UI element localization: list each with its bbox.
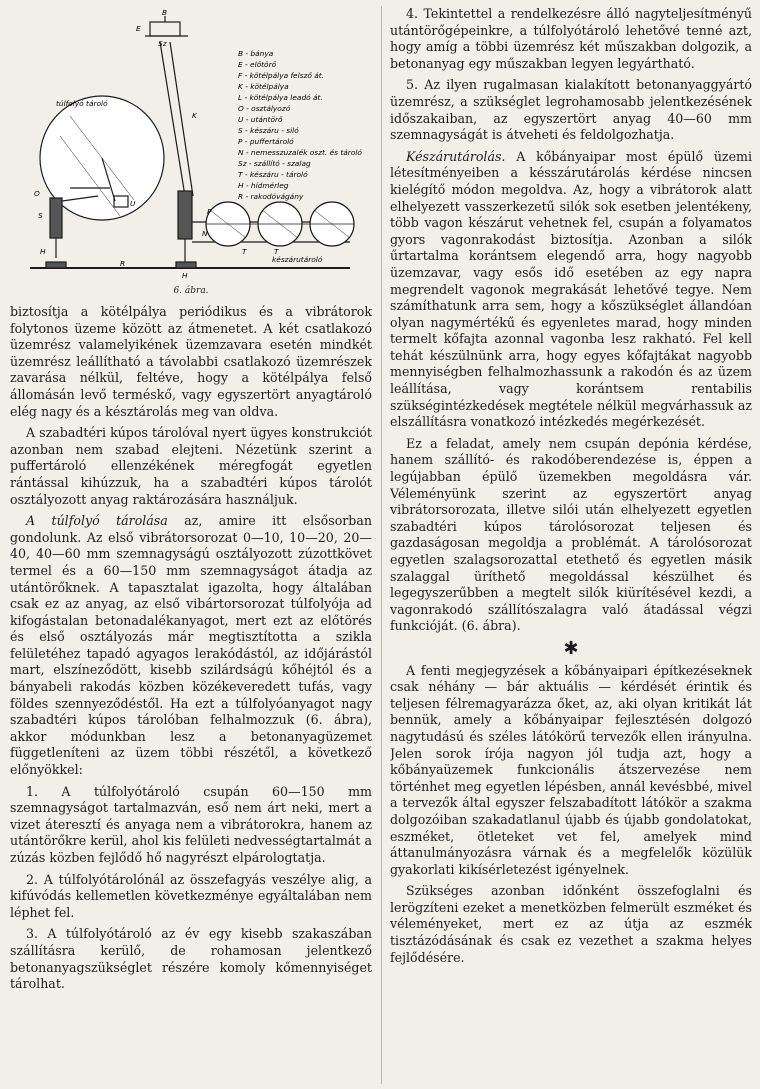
paragraph: Szükséges azonban időnként összefoglalni és lerögzíteni ezeket a menetközben felmerült eszméket és véleményeket, mert ez az útja az eszmék tisztázódásának és csak ez vezethet a szakma helyes fejlődésére. [390, 883, 752, 965]
label-N: N [202, 229, 208, 238]
silo-S-shape [50, 198, 62, 238]
paragraph [390, 149, 752, 431]
label-P: P [207, 207, 212, 216]
loading-station-L-shape [178, 191, 192, 239]
left-column [10, 304, 372, 1084]
legend-item: N - nemesszuzalék oszt. és tároló [238, 148, 362, 157]
legend-item: Sz - szállító - szalag [238, 159, 311, 168]
figure-caption: 6. ábra. [173, 286, 209, 296]
list-item: 4. Tekintettel a rendelkezésre álló nagyteljesítményű utántörőgépeinkre, a túlfolyótároló lehetővé tenné azt, hogy amíg a többi üzemrész két műszakban dolgozik, a betonanyag egy műszakban legyen legyártható. [390, 6, 752, 71]
legend-item: F - kötélpálya felsző át. [238, 71, 325, 80]
paragraph-heading: A túlfolyó tárolása [26, 513, 168, 529]
legend-item: L - kötélpálya leadó át. [238, 93, 323, 102]
legend-item: H - hídmérleg [238, 181, 289, 190]
label-keszaru: készárutároló [272, 255, 323, 264]
legend-item: K - kötélpálya [238, 82, 289, 91]
paragraph: biztosítja a kötélpálya periódikus és a vibrátorok folytonos üzeme között az átmenetet. A két csatlakozó üzemrész valamelyikének üzemzavara esetén mindkét üzemrész leállítható a távolabbi csatlakozó üzemrészek zavarása nélkül, feltéve, hogy a kötélpálya felső állomásán levő terméskő, vagy egyszertört anyagtároló elég nagy és a késztárolás meg van oldva. [10, 304, 372, 419]
label-S: S [38, 211, 43, 220]
label-E: E [136, 24, 141, 33]
label-H-mid: H [182, 271, 188, 280]
column-divider [381, 6, 382, 1084]
quarry-layout-diagram [10, 6, 372, 284]
paragraph: A fenti megjegyzések a kőbányaipari építkezéseknek csak néhány — bár aktuális — kérdését érintik és teljesen félremagyarázza őket, az, aki olyan kritikát lát bennük, amely a kőbányaipar fejlesztésén dolgozó nagytudású és széles látókörű tervezők ellen irányulna. Jelen sorok írója nagyon jól tudja azt, hogy a kőbányaüzemek funkcionális átszervezése nem történhet meg egyetlen lépésben, annál kevésbbé, mivel a tervezők által egyszer felszabadított látókör a szakma dolgozóiban szakadatlanul újabb és újabb gondolatokat, eszméket, ötleteket vet fel, amelyek mind áttanulmányozásra várnak és a megfelelők közülük gyakorlati kikísérletezést igényelnek. [390, 662, 752, 877]
section-separator-star: ✱ [563, 637, 579, 659]
paragraph-heading: Készárutárolás. [406, 148, 506, 164]
legend-item: O - osztályozó [238, 104, 291, 113]
crusher-E-shape [150, 22, 180, 36]
paragraph [10, 513, 372, 779]
legend-item: B - bánya [238, 49, 274, 58]
label-T1: T [242, 247, 247, 256]
legend-item: E - előtörő [238, 60, 277, 69]
legend-item: P - puffertároló [238, 137, 294, 146]
list-item: 2. A túlfolyótárolónál az összefagyás veszélye alig, a kifúvódás kellemetlen következménye egyáltalában nem léphet fel. [10, 871, 372, 920]
paragraph: Ez a feladat, amely nem csupán depónia kérdése, hanem szállító- és rakodóberendezése is, éppen a legújabban épülő üzemekben megoldásra vár. Véleményünk szerint az egyszertört anyag vibrátorsorozata, illetve silói után elhelyezett egyetlen szabadtéri kúpos tárolósorozat teljesen és gazdaságosan megoldja a problémát. A tárolósorozat egyetlen szalagsorozattal etethető és egyetlen másik szalaggal üríthető megoldással készülhet és legegyszerűbben a megtelt silók kiürítésével kezdi, a vagonrakodó szállítószalagra való átadással végzi funkcióját. (6. ábra). [390, 435, 752, 634]
label-O: O [34, 189, 40, 198]
label-Sz: Sz [158, 39, 167, 48]
label-R: R [120, 259, 126, 268]
label-U: U [130, 199, 136, 208]
list-item: 5. Az ilyen rugalmasan kialakított betonanyaggyártó üzemrész, a szükséglet legrohamosabb jelentkezésének időszakaiban, az egyszertört anyag 40—60 mm szemnagyságát is átveheti és feldolgozhatja. [390, 77, 752, 143]
paragraph: A szabadtéri kúpos tárolóval nyert ügyes konstrukciót azonban nem szabad elejteni. Nézetünk szerint a puffertároló ellenzékének méregfogát egyetlen rántással kihúzzuk, ha a szabadtéri kúpos tárolót osztályozott anyag raktározására használjuk. [10, 425, 372, 507]
legend-item: S - készáru - siló [238, 126, 299, 135]
legend-item: U - utántörő [238, 115, 283, 124]
label-B: B [162, 8, 168, 17]
right-column [390, 6, 752, 1084]
figure-6 [10, 6, 372, 301]
label-T2: T [274, 247, 279, 256]
label-H-left: H [40, 247, 46, 256]
list-item: 3. A túlfolyótároló az év egy kisebb szakaszában szállításra kerülő, de rohamosan jelentkező betonanyagszükséglet részére komoly kőmennyiséget tárolhat. [10, 926, 372, 992]
list-item: 1. A túlfolyótároló csupán 60—150 mm szemnagyságot tartalmazván, eső nem árt neki, mert a vizet áteresztí és anyaga nem a vibrátorokra, hanem az utántörőkre kerül, ahol kis felületi nedvességtartalmát a zúzás közben fejlődő hő nagyrészt elpárologtatja. [10, 783, 372, 865]
figure-legend [238, 49, 362, 201]
paragraph-body: az, amire itt elsősorban gondolunk. Az első vibrátorsorozat 0—10, 10—20, 20—40, 40—60 mm szemnagyságú osztályozott zúzottkövet termel és a 60—150 mm szemnagyságot átadja az utántörőknek. A tapasztalat igazolta, hogy általában csak ez az anyag, az első vibártorsorozat túlfolyója ad kifogástalan betonadalékanyagot, mert ezt az előtörés és első osztályozás már megtisztította a szikla felületéhez tapadó agyagos lerakódástól, az időjárástól mart, elszíneződött, kisebb szilárdságú kőhéjtól és a bányabeli rakodás közben közékeveredett tufás, vagy földes szennyeződéstől. Ha ezt a túlfolyóanyagot nagy szabadtéri kúpos tárolóban felhalmozzuk (6. ábra), akkor módunkban lesz a betonanyagüzemet függetleníteni az üzem többi részétől, a következő előnyökkel: [10, 513, 372, 778]
paragraph-body: A kőbányaipar most épülő üzemi létesítményeiben a késszárutárolás kérdése nincsen kielégítő módon megoldva. Az, hogy a vibrátorok alatt elhelyezett vasszerkezetű silók sok esetben jelentékeny, több vagon készárut vehetnek fel, csupán a folyamatos gyors vagonrakodást biztosítja. Azonban a silók űrtartalma korántsem elegendő arra, hogy nagyobb üzemzavar, vagy esős idő esetében az egy napra megrendelt vagonok megrakását lehetővé tegye. Nem számíthatunk arra sem, hogy a kőszükséglet állandóan olyan nagymértékű és egyenletes marad, hogy minden termelt kőfajta azonnal vagonba lesz rakható. Fel kell tehát készülnünk arra, hogy egyes kőfajtákat nagyobb mennyiségben felhalmozhassunk a rakodón és az üzem leállítása, vagy korántsem rentabilis szükségintézkedések megtétele nélkül megvárhassuk az elszállításra vonatkozó intézkedés megérkezését. [390, 148, 752, 430]
legend-item: T - készáru - tároló [238, 170, 308, 179]
label-tulfolyo: túlfolyó tároló [56, 99, 108, 108]
legend-item: R - rakodóvágány [238, 192, 304, 201]
label-K: K [192, 111, 197, 120]
